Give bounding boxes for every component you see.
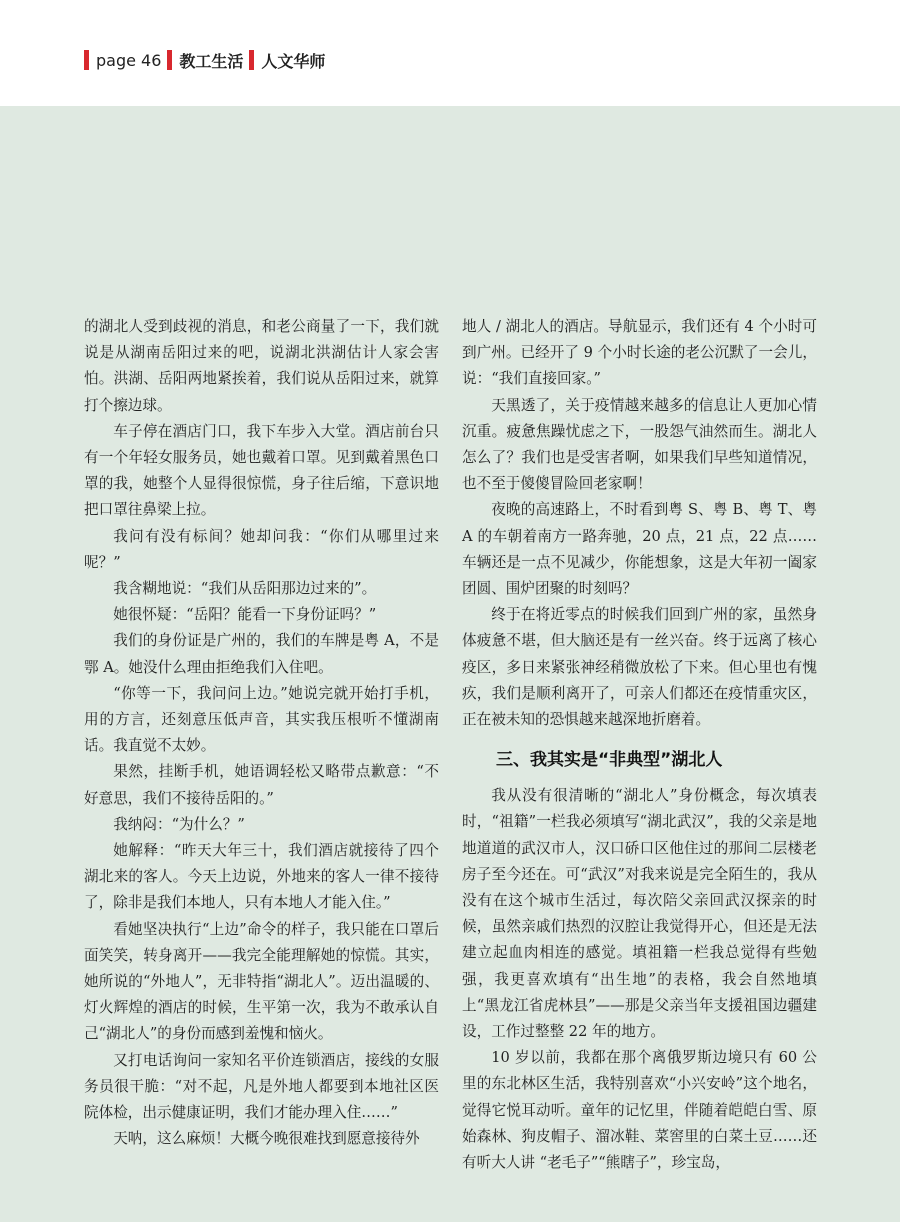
paragraph: 我含糊地说：“我们从岳阳那边过来的”。 (113, 580, 377, 598)
paragraph: 我从没有很清晰的“湖北人”身份概念，每次填表时，“祖籍”一栏我必须填写“湖北武汉”，我的父亲是地地道道的武汉市人，汉口硚口区他住过的那间二层楼老房子至今还在。可“武汉”对我来说是完全陌生的，我从没有在这个城市生活过，每次陪父亲回武汉探亲的时候，虽然亲戚们热烈的汉腔让我觉得开心，但还是无法建立起血肉相连的感觉。填祖籍一栏我总觉得有些勉强，我更喜欢填有“出生地”的表格，我会自然地填上“黑龙江省虎林县”——那是父亲当年支援祖国边疆建设，工作过整整 22 年的地方。 (462, 787, 817, 1041)
paragraph: 我纳闷：“为什么？” (113, 815, 245, 833)
header-marker-bar (84, 50, 89, 70)
paragraph: 她很怀疑：“岳阳？能看一下身份证吗？” (113, 606, 377, 624)
paragraph: 我问有没有标间？她却问我：“你们从哪里过来呢？” (84, 527, 439, 571)
header-divider-bar (249, 50, 254, 70)
paragraph: 她解释：“昨天大年三十，我们酒店就接待了四个湖北来的客人。今天上边说，外地来的客人一律不接待了，除非是我们本地人，只有本地人才能入住。” (84, 842, 439, 912)
paragraph: 的湖北人受到歧视的消息，和老公商量了一下，我们就说是从湖南岳阳过来的吧，说湖北洪湖估计人家会害怕。洪湖、岳阳两地紧挨着，我们说从岳阳过来，就算打个擦边球。 (84, 318, 439, 414)
section-name: 人文华师 (261, 51, 326, 71)
page-header (0, 0, 900, 106)
paragraph: 10 岁以前，我都在那个离俄罗斯边境只有 60 公里的东北林区生活，我特别喜欢“小兴安岭”这个地名，觉得它悦耳动听。童年的记忆里，伴随着皑皑白雪、原始森林、狗皮帽子、溜冰鞋、菜窖里的白菜土豆……还有听大人讲 “老毛子”“熊瞎子”，珍宝岛， (462, 1049, 817, 1172)
paragraph: 天呐，这么麻烦！大概今晚很难找到愿意接待外 (113, 1130, 420, 1148)
paragraph: 天黑透了，关于疫情越来越多的信息让人更加心情沉重。疲惫焦躁忧虑之下，一股怨气油然而生。湖北人怎么了？我们也是受害者啊，如果我们早些知道情况，也不至于傻傻冒险回老家啊！ (462, 396, 817, 493)
page-number: page 46 (96, 50, 162, 70)
section-heading: 三、我其实是“非典型”湖北人 (496, 750, 723, 771)
paragraph: 终于在将近零点的时候我们回到广州的家，虽然身体疲惫不堪，但大脑还是有一丝兴奋。终于远离了核心疫区，多日来紧张神经稍微放松了下来。但心里也有愧疚，我们是顺利离开了，可亲人们都还在疫情重灾区，正在被未知的恐惧越来越深地折磨着。 (462, 606, 817, 729)
paragraph: 地人 / 湖北人的酒店。导航显示，我们还有 4 个小时可到广州。已经开了 9 个小时长途的老公沉默了一会儿，说：“我们直接回家。” (462, 318, 817, 388)
column-name: 教工生活 (179, 51, 244, 71)
paragraph: 车子停在酒店门口，我下车步入大堂。酒店前台只有一个年轻女服务员，她也戴着口罩。见到戴着黑色口罩的我，她整个人显得很惊慌，身子往后缩，下意识地把口罩往鼻梁上拉。 (84, 422, 439, 519)
paragraph: 又打电话询问一家知名平价连锁酒店，接线的女服务员很干脆：“对不起，凡是外地人都要到本地社区医院体检，出示健康证明，我们才能办理入住……” (84, 1051, 439, 1122)
header-divider-bar (167, 50, 172, 70)
header-bar (84, 48, 325, 72)
paragraph: 我们的身份证是广州的，我们的车牌是粤 A，不是鄂 A。她没什么理由拒绝我们入住吧。 (84, 632, 439, 676)
right-text-column (462, 314, 817, 1176)
paragraph: 夜晚的高速路上，不时看到粤 S、粤 B、粤 T、粤 A 的车朝着南方一路奔驰，20 点，21 点，22 点……车辆还是一点不见减少，你能想象，这是大年初一阖家团圆、围炉团聚的时刻吗？ (462, 501, 817, 598)
paragraph: 看她坚决执行“上边”命令的样子，我只能在口罩后面笑笑，转身离开——我完全能理解她的惊慌。其实，她所说的“外地人”，无非特指“湖北人”。迈出温暖的、灯火辉煌的酒店的时候，生平第一次，我为不敢承认自己“湖北人”的身份而感到羞愧和恼火。 (84, 920, 439, 1043)
paragraph: 果然，挂断手机，她语调轻松又略带点歉意：“不好意思，我们不接待岳阳的。” (84, 763, 439, 807)
left-text-column (84, 314, 439, 1153)
paragraph: “你等一下，我问问上边。”她说完就开始打手机，用的方言，还刻意压低声音，其实我压根听不懂湖南话。我直觉不太妙。 (84, 684, 439, 755)
